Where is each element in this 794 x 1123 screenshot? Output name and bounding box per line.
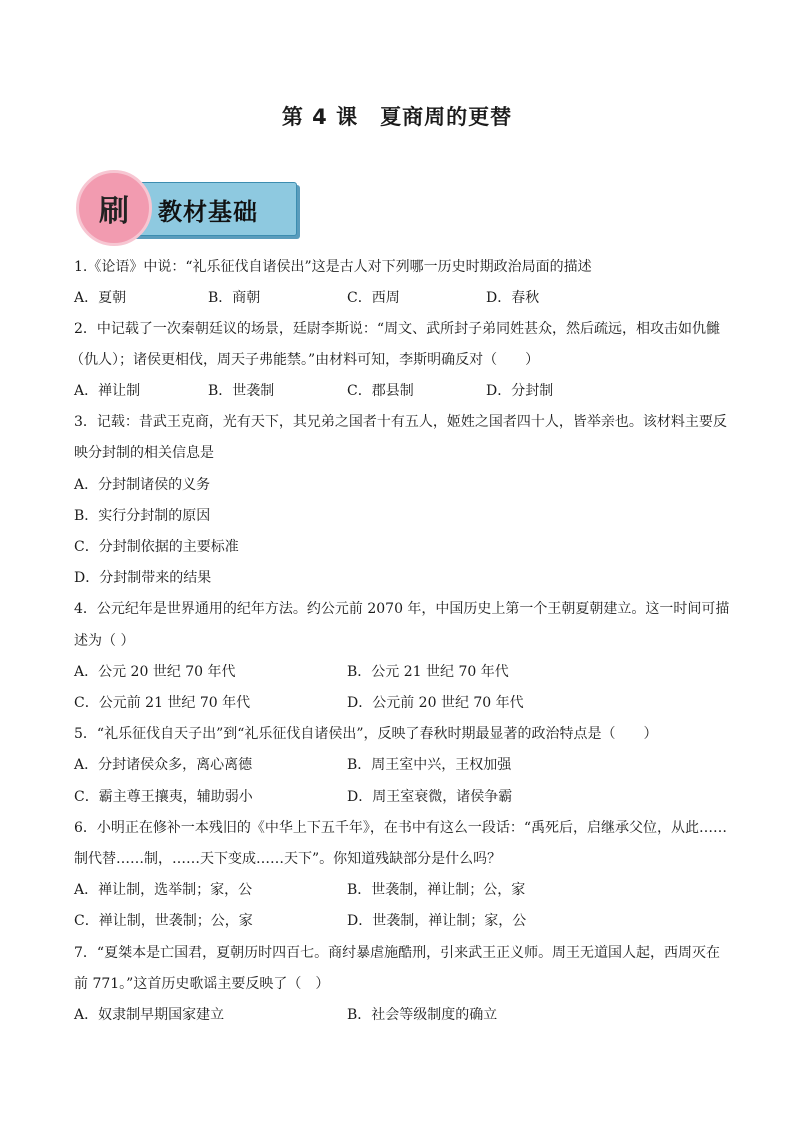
question-1-option-a: A．夏朝 <box>74 290 127 306</box>
question-5-option-b: B．周王室中兴，王权加强 <box>347 757 512 773</box>
question-3-text-line-1: 3．记载：昔武王克商，光有天下，其兄弟之国者十有五人，姬姓之国者四十人，皆举亲也。该材料主要反 <box>74 414 727 430</box>
question-6-option-b: B．世袭制，禅让制；公，家 <box>347 882 526 898</box>
question-1-option-b: B．商朝 <box>208 290 261 306</box>
question-5-option-a: A．分封诸侯众多，离心离德 <box>74 757 253 773</box>
question-6-option-c: C．禅让制，世袭制；公，家 <box>74 913 253 929</box>
question-2-option-a: A．禅让制 <box>74 383 141 399</box>
question-4-option-a: A．公元 20 世纪 70 年代 <box>74 664 236 680</box>
question-4-option-b: B．公元 21 世纪 70 年代 <box>347 664 509 680</box>
lesson-number: 第 4 课 <box>281 105 359 129</box>
question-1-text: 1.《论语》中说：“礼乐征伐自诸侯出”这是古人对下列哪一历史时期政治局面的描述 <box>74 259 592 275</box>
question-4-text-line-1: 4．公元纪年是世界通用的纪年方法。约公元前 2070 年，中国历史上第一个王朝夏朝建立。这一时间可描 <box>74 601 730 617</box>
question-2-text-line-1: 2．中记载了一次秦朝廷议的场景，廷尉李斯说：“周文、武所封子弟同姓甚众，然后疏远，相攻击如仇雠 <box>74 321 721 337</box>
question-6-option-a: A．禅让制，选举制；家，公 <box>74 882 253 898</box>
question-2-option-d: D．分封制 <box>486 383 554 399</box>
question-7-option-b: B．社会等级制度的确立 <box>347 1007 498 1023</box>
question-4-text-line-2: 述为（ ） <box>74 633 135 649</box>
question-7-option-a: A．奴隶制早期国家建立 <box>74 1007 225 1023</box>
section-banner <box>76 178 296 240</box>
lesson-name: 夏商周的更替 <box>380 105 513 129</box>
question-4-option-c: C．公元前 21 世纪 70 年代 <box>74 695 251 711</box>
question-2-option-b: B．世袭制 <box>208 383 275 399</box>
question-1-option-d: D．春秋 <box>486 290 540 306</box>
question-1-option-c: C．西周 <box>347 290 400 306</box>
question-3-option-a: A．分封制诸侯的义务 <box>74 477 211 493</box>
banner-label: 教材基础 <box>158 198 258 226</box>
question-3-option-d: D．分封制带来的结果 <box>74 570 212 586</box>
question-7-text-line-1: 7．“夏桀本是亡国君，夏朝历时四百七。商纣暴虐施酷刑，引来武王正义师。周王无道国人起，西周灭在 <box>74 945 721 961</box>
banner-badge: 刷 <box>76 170 152 246</box>
page-title <box>0 101 794 131</box>
question-6-text-line-1: 6．小明正在修补一本残旧的《中华上下五千年》，在书中有这么一段话：“禹死后，启继承父位，从此…… <box>74 820 728 836</box>
question-2-option-c: C．郡县制 <box>347 383 414 399</box>
question-5-text: 5．“礼乐征伐自天子出”到“礼乐征伐自诸侯出”，反映了春秋时期最显著的政治特点是（ ） <box>74 726 658 742</box>
question-3-option-b: B．实行分封制的原因 <box>74 508 211 524</box>
question-6-option-d: D．世袭制，禅让制；家，公 <box>347 913 527 929</box>
question-5-option-d: D．周王室衰微，诸侯争霸 <box>347 789 513 805</box>
question-5-option-c: C．霸主尊王攘夷，辅助弱小 <box>74 789 253 805</box>
question-2-text-line-2: （仇人）；诸侯更相伐，周天子弗能禁。”由材料可知，李斯明确反对（ ） <box>70 352 540 368</box>
question-3-option-c: C．分封制依据的主要标准 <box>74 539 239 555</box>
question-4-option-d: D．公元前 20 世纪 70 年代 <box>347 695 524 711</box>
question-3-text-line-2: 映分封制的相关信息是 <box>74 445 214 461</box>
question-6-text-line-2: 制代替……制，……天下变成……天下”。你知道残缺部分是什么吗？ <box>74 851 502 867</box>
question-7-text-line-2: 前 771。”这首历史歌谣主要反映了（ ） <box>74 976 330 992</box>
